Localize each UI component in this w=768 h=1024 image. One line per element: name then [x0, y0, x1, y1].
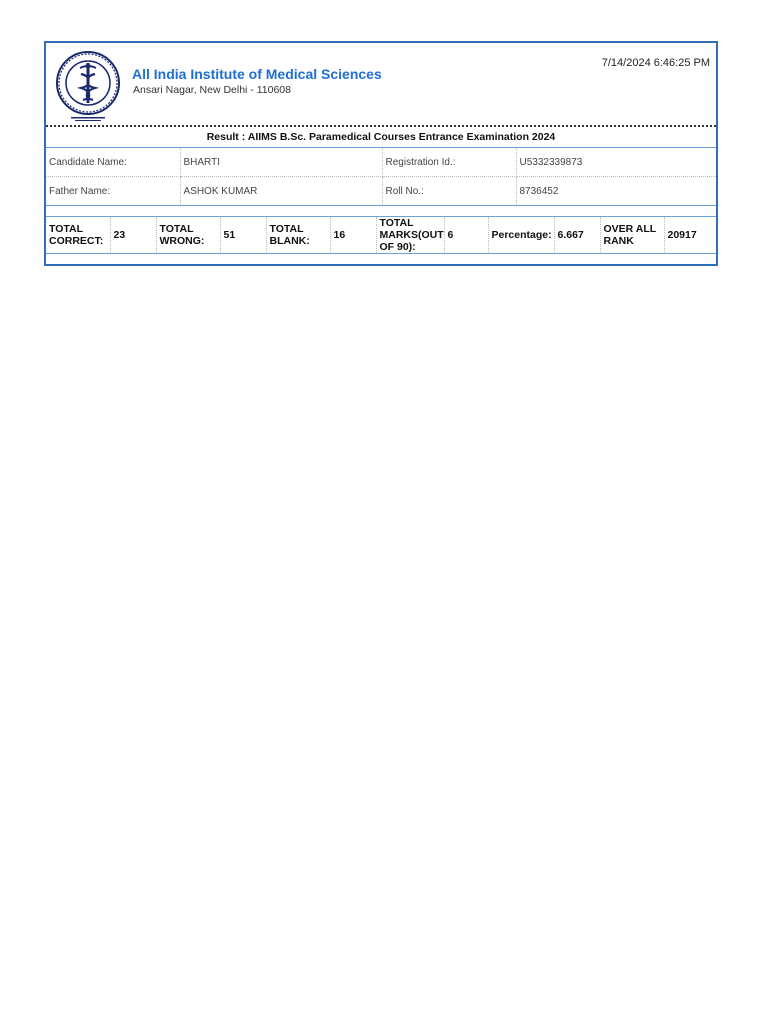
- page-header: [46, 43, 716, 125]
- total-blank-label: TOTAL BLANK:: [266, 217, 330, 254]
- percentage-value: 6.667: [554, 217, 600, 254]
- aiims-emblem-icon: [53, 50, 123, 124]
- total-blank-value: 16: [330, 217, 376, 254]
- total-wrong-label: TOTAL WRONG:: [156, 217, 220, 254]
- score-summary-table: [46, 217, 716, 254]
- result-sheet: [44, 41, 718, 266]
- candidate-info-table: [46, 148, 716, 206]
- roll-no-value: 8736452: [516, 177, 716, 206]
- overall-rank-label: OVER ALL RANK: [600, 217, 664, 254]
- roll-no-label: Roll No.:: [382, 177, 516, 206]
- candidate-name-label: Candidate Name:: [46, 148, 180, 177]
- table-row: [46, 148, 716, 177]
- institute-address: Ansari Nagar, New Delhi - 110608: [133, 84, 291, 96]
- institute-name: All India Institute of Medical Sciences: [132, 66, 382, 82]
- table-row: [46, 177, 716, 206]
- registration-id-value: U5332339873: [516, 148, 716, 177]
- total-marks-value: 6: [444, 217, 488, 254]
- percentage-label: Percentage:: [488, 217, 554, 254]
- father-name-label: Father Name:: [46, 177, 180, 206]
- section-gap: [46, 206, 716, 217]
- registration-id-label: Registration Id.:: [382, 148, 516, 177]
- table-row: [46, 217, 716, 254]
- father-name-value: ASHOK KUMAR: [180, 177, 382, 206]
- print-timestamp: 7/14/2024 6:46:25 PM: [601, 57, 710, 69]
- total-marks-label: TOTAL MARKS(OUT OF 90):: [376, 217, 444, 254]
- total-correct-value: 23: [110, 217, 156, 254]
- overall-rank-value: 20917: [664, 217, 716, 254]
- total-correct-label: TOTAL CORRECT:: [46, 217, 110, 254]
- total-wrong-value: 51: [220, 217, 266, 254]
- candidate-name-value: BHARTI: [180, 148, 382, 177]
- result-title: Result : AIIMS B.Sc. Paramedical Courses Entrance Examination 2024: [46, 127, 716, 148]
